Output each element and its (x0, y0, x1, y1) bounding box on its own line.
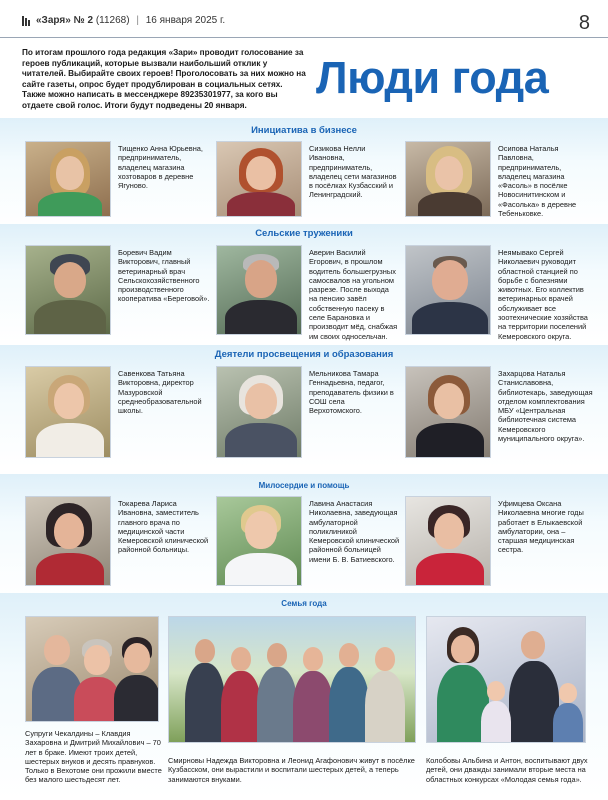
person-photo (405, 496, 491, 586)
issue-date: 16 января 2025 г. (145, 15, 226, 26)
person-photo (25, 245, 111, 335)
person-caption: Захарцова Наталья Станиславовна, библиотекарь, заведующая отделом комплектования МБУ «Центральная библиотечная система Кемеровского муниципального округа». (498, 369, 593, 444)
person-caption: Лавина Анастасия Николаевна, заведующая амбулаторной поликлиникой Кемеровской клинической районной больницей имени Б. В. Батиевского. (309, 499, 400, 564)
person-caption: Мельникова Тамара Геннадьевна, педагог, преподаватель физики в СОШ села Верхотомского. (309, 369, 394, 416)
section-title-charity: Милосердие и помощь (258, 481, 350, 490)
person-caption: Сизикова Нелли Ивановна, предприниматель, владелец сети магазинов в посёлках Кузбасский и Ленинградский. (309, 144, 397, 200)
page-number: 8 (578, 12, 590, 34)
person-photo (405, 245, 491, 335)
family-caption: Колобовы Альбина и Антон, воспитывают двух детей, они дважды занимали вторые места на областных конкурсах «Молодая семья года». (426, 756, 588, 784)
issue-info (36, 15, 225, 26)
person-photo (216, 496, 302, 586)
person-caption: Савенкова Татьяна Викторовна, директор Мазуровской среднеобразовательной школы. (118, 369, 202, 416)
newspaper-name: «Заря» (36, 15, 71, 26)
intro-text: По итогам прошлого года редакция «Зари» проводит голосование за героев публикаций, которые вызвали наибольший отклик у читателей. Выбирайте своих героев! Проголосовать за них можно на сайте газеты, опрос будет продублирован в социальных сетях. Также можно написать в мессенджере 89235301977, за кого вы отдаете свой голос. Итоги будут подведены 20 января. (22, 48, 306, 110)
separator: | (136, 15, 139, 26)
section-title-family: Семья года (281, 599, 327, 608)
page-header (0, 0, 608, 38)
newspaper-logo-icon (22, 16, 32, 26)
person-caption: Неямывако Сергей Николаевич руководит областной станцией по борьбе с болезнями животных. Его коллектив ветеринарных врачей обслуживает все зоотехнические хозяйства на территории поселений Кемеровского округа. (498, 248, 588, 341)
person-photo (216, 366, 302, 458)
family-photo (426, 616, 586, 743)
issue-total: (11268) (95, 15, 130, 26)
person-caption: Тищенко Анна Юрьевна, предприниматель, владелец магазина хозтоваров в деревне Ягуново. (118, 144, 203, 191)
person-photo (25, 496, 111, 586)
issue-number: № 2 (73, 15, 94, 26)
person-photo (405, 141, 491, 217)
person-caption: Токарева Лариса Ивановна, заместитель главного врача по медицинской части Кемеровской клинической районной больницы. (118, 499, 209, 555)
family-photo (168, 616, 416, 743)
family-photo (25, 616, 159, 722)
section-title-business: Инициатива в бизнесе (251, 125, 357, 136)
person-photo (405, 366, 491, 458)
family-caption: Супруги Чекалдины – Клавдия Захаровна и Дмитрий Михайлович – 70 лет в браке. Имеют троих детей, шестерых внуков и десять правнуков. Только в Вехотоме они прожили вместе без малого шестьдесят лет. (25, 729, 162, 785)
person-photo (25, 141, 111, 217)
family-caption: Смирновы Надежда Викторовна и Леонид Агафонович живут в посёлке Кузбасском, они вырастили и воспитали шестерых детей, а теперь занимаются внуками. (168, 756, 415, 784)
page-title: Люди года (316, 52, 549, 103)
person-caption: Осипова Наталья Павловна, предприниматель, владелец магазина «Фасоль» в посёлке Новосинитинском и «Фасолька» в деревне Тебеньковке. (498, 144, 577, 219)
person-photo (216, 141, 302, 217)
person-caption: Аверин Василий Егорович, в прошлом водитель большегрузных самосвалов на угольном разрезе. После выхода на пенсию завёл собственную пасеку в селе Барановка и производит мёд, снабжая им своих односельчан. (309, 248, 398, 341)
person-photo (25, 366, 111, 458)
section-title-education: Деятели просвещения и образования (214, 349, 394, 360)
person-photo (216, 245, 302, 335)
person-caption: Уфимцева Оксана Николаевна многие годы работает в Елыкаевской амбулатории, она – старшая медицинская сестра. (498, 499, 584, 555)
section-title-rural: Сельские труженики (255, 228, 353, 239)
person-caption: Боревич Вадим Викторович, главный ветеринарный врач Сельскохозяйственного производственного кооператива «Береговой». (118, 248, 210, 304)
